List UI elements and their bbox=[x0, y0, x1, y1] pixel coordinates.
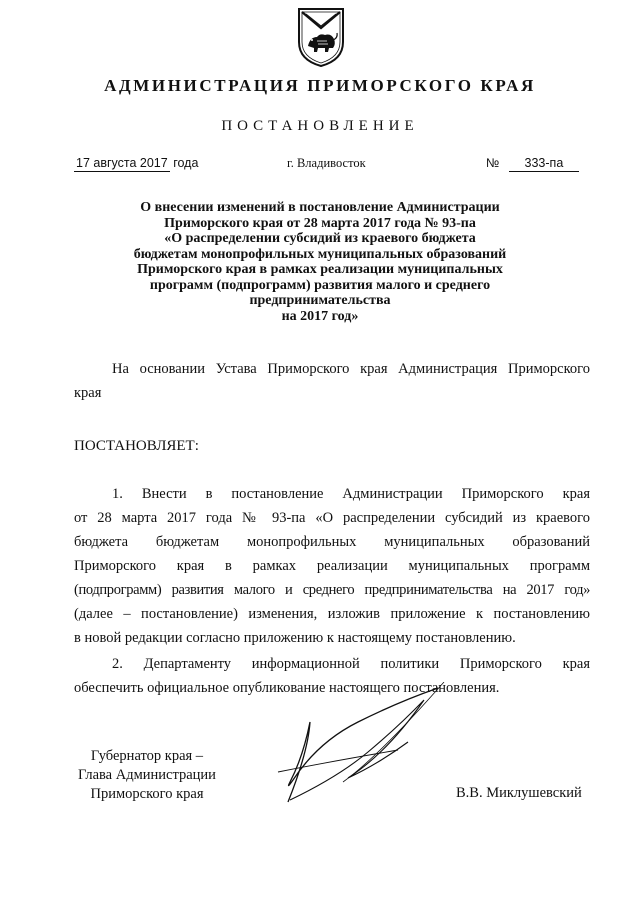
document-number bbox=[486, 156, 579, 172]
heading-line: О внесении изменений в постановление Администрации bbox=[140, 200, 500, 215]
heading-line: предпринимательства bbox=[249, 293, 391, 308]
heading-line: Приморского края от 28 марта 2017 года № 93-па bbox=[164, 215, 476, 231]
paragraph-line: (далее – постановление) изменения, изложив приложение к постановлению bbox=[74, 606, 590, 622]
heading-line: «О распределении субсидий из краевого бюджета bbox=[164, 231, 476, 246]
position-line: Приморского края bbox=[90, 786, 204, 802]
paragraph-line: (подпрограмм) развития малого и среднего предпринимательства на 2017 год» bbox=[74, 582, 590, 598]
signatory-name: В.В. Миклушевский bbox=[456, 785, 582, 801]
heading-line: бюджетам монопрофильных муниципальных образований bbox=[133, 246, 507, 262]
handwritten-signature-icon bbox=[248, 682, 468, 812]
document-heading bbox=[100, 200, 540, 324]
heading-line: программ (подпрограмм) развития малого и среднего bbox=[149, 277, 491, 293]
paragraph-line: 1. Внести в постановление Администрации Приморского края bbox=[112, 486, 590, 502]
resolve-word: ПОСТАНОВЛЯЕТ: bbox=[74, 438, 199, 454]
signatory-position bbox=[72, 747, 222, 804]
paragraph-line: от 28 марта 2017 года № 93-па «О распределении субсидий из краевого bbox=[74, 510, 590, 526]
item-1-paragraph bbox=[74, 482, 590, 650]
paragraph-line: края bbox=[74, 385, 102, 401]
paragraph-line: 2. Департаменту информационной политики Приморского края bbox=[112, 656, 590, 672]
organization-title: АДМИНИСТРАЦИЯ ПРИМОРСКОГО КРАЯ bbox=[104, 76, 536, 95]
position-line: Глава Администрации bbox=[78, 767, 216, 783]
paragraph-line: обеспечить официальное опубликование настоящего постановления. bbox=[74, 680, 500, 696]
heading-line: Приморского края в рамках реализации муниципальных bbox=[137, 262, 503, 277]
position-line: Губернатор края – bbox=[90, 748, 204, 764]
document-city: г. Владивосток bbox=[287, 156, 366, 170]
paragraph-line: На основании Устава Приморского края Администрация Приморского bbox=[112, 361, 590, 377]
number-label: № bbox=[486, 156, 500, 170]
date-suffix: года bbox=[173, 156, 199, 170]
heading-line: на 2017 год» bbox=[281, 308, 359, 324]
coat-of-arms-icon bbox=[296, 6, 346, 68]
document-date bbox=[74, 156, 198, 170]
paragraph-line: бюджета бюджетам монопрофильных муниципальных образований bbox=[74, 534, 590, 550]
date-value: 17 августа 2017 bbox=[76, 156, 168, 170]
number-value: 333-па bbox=[509, 156, 579, 172]
basis-paragraph bbox=[74, 357, 590, 405]
paragraph-line: в новой редакции согласно приложению к настоящему постановлению. bbox=[74, 630, 516, 646]
document-type: ПОСТАНОВЛЕНИЕ bbox=[221, 118, 419, 134]
paragraph-line: Приморского края в рамках реализации муниципальных программ bbox=[74, 558, 590, 574]
